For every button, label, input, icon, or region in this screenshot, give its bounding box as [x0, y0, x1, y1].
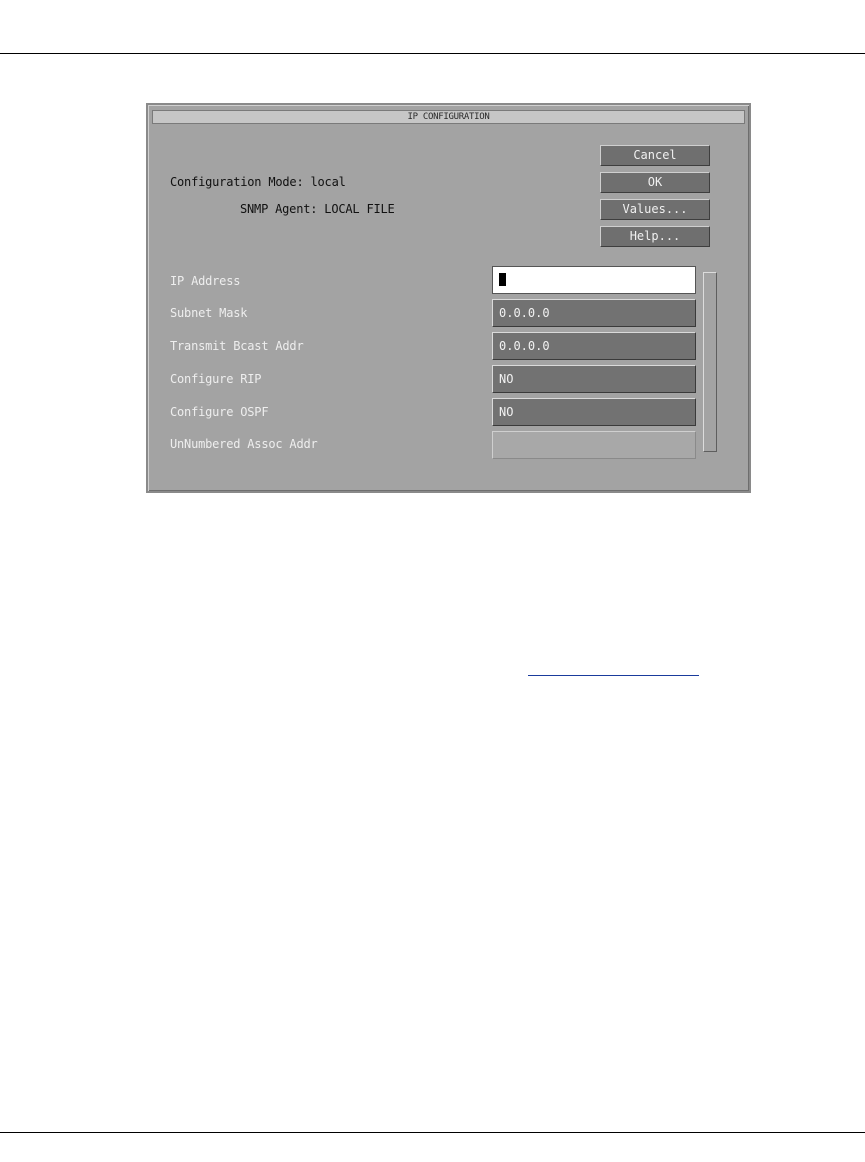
fields-scrollbar[interactable]	[703, 272, 717, 452]
transmit-bcast-addr-label: Transmit Bcast Addr	[170, 339, 304, 353]
configure-ospf-select[interactable]: NO	[492, 398, 696, 426]
cancel-button[interactable]: Cancel	[600, 145, 710, 166]
snmp-agent-label: SNMP Agent: LOCAL FILE	[240, 202, 395, 216]
dialog-title: IP CONFIGURATION	[152, 110, 745, 124]
ip-configuration-dialog	[146, 103, 751, 493]
unnumbered-assoc-addr-label: UnNumbered Assoc Addr	[170, 437, 318, 451]
subnet-mask-label: Subnet Mask	[170, 306, 248, 320]
configure-rip-label: Configure RIP	[170, 372, 262, 386]
page-header-rule	[0, 53, 865, 54]
configure-ospf-label: Configure OSPF	[170, 405, 269, 419]
text-cursor	[499, 273, 506, 286]
ip-address-label: IP Address	[170, 274, 241, 288]
ip-address-input[interactable]	[492, 266, 696, 294]
subnet-mask-input[interactable]: 0.0.0.0	[492, 299, 696, 327]
transmit-bcast-addr-input[interactable]: 0.0.0.0	[492, 332, 696, 360]
values-button[interactable]: Values...	[600, 199, 710, 220]
configure-rip-select[interactable]: NO	[492, 365, 696, 393]
page-footer-rule	[0, 1132, 865, 1133]
hyperlink-underline[interactable]	[528, 675, 699, 676]
help-button[interactable]: Help...	[600, 226, 710, 247]
configuration-mode-label: Configuration Mode: local	[170, 175, 346, 189]
unnumbered-assoc-addr-input	[492, 431, 696, 459]
ok-button[interactable]: OK	[600, 172, 710, 193]
